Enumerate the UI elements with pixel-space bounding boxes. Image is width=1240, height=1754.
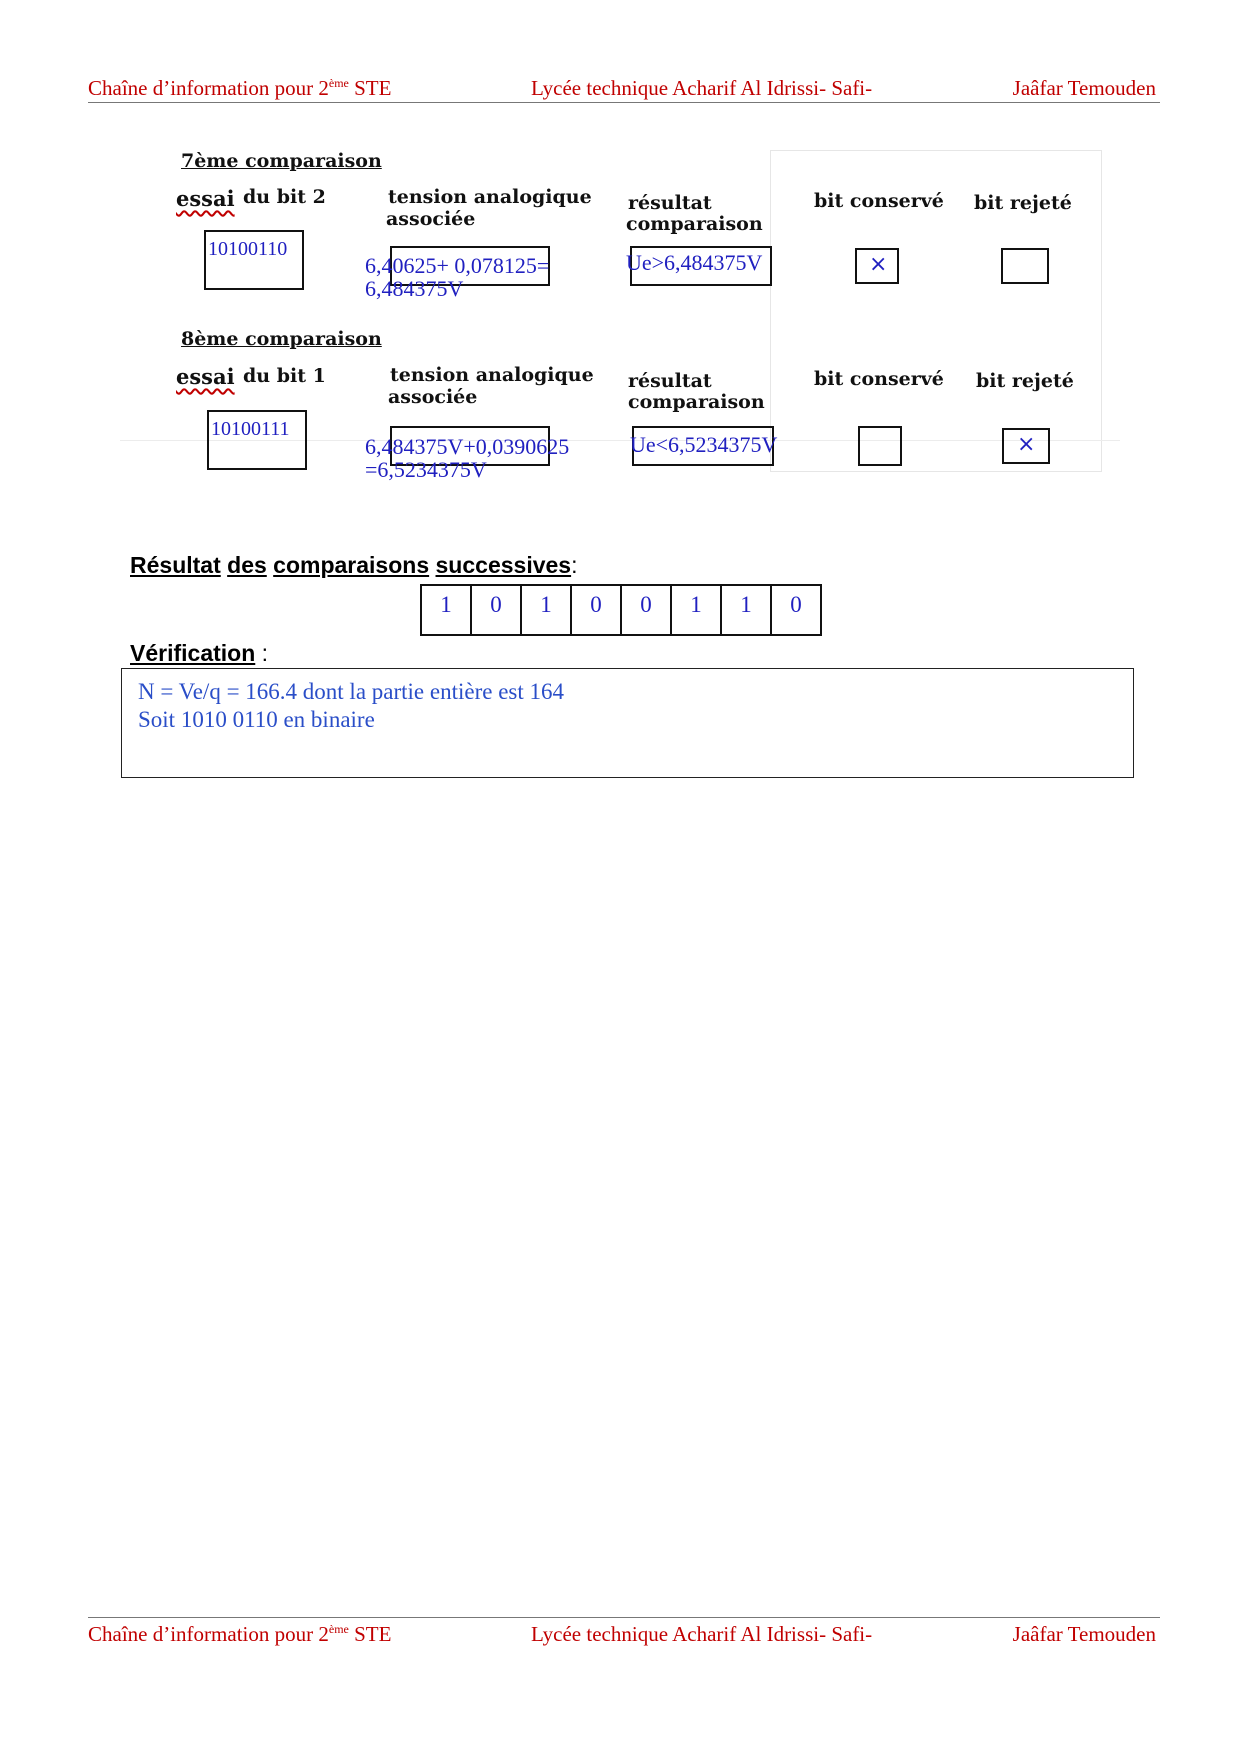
results-bit-row — [422, 584, 822, 636]
comparison8-rejete-box — [1002, 428, 1050, 464]
comparison8-tension-line1: 6,484375V+0,0390625 — [365, 434, 570, 459]
comparison8-rejete-mark: × — [1017, 432, 1036, 457]
verification-label: Vérification : — [130, 640, 269, 666]
comparison7-conserve-box — [855, 248, 899, 284]
comparison8-tension-label-1: tension analogique — [390, 364, 594, 386]
verification-box — [121, 668, 1134, 778]
comparison7-essai-box — [204, 230, 304, 290]
comparison7-rejete-label: bit rejeté — [974, 192, 1072, 214]
verification-line2: Soit 1010 0110 en binaire — [138, 707, 375, 732]
footer-author: Jaâfar Temouden — [1012, 1622, 1156, 1646]
header-author: Jaâfar Temouden — [1012, 76, 1156, 100]
comparison7-essai-label: essai — [176, 186, 235, 211]
comparison7-bit-label: du bit 2 — [243, 186, 326, 208]
comparison8-conserve-box — [858, 426, 902, 466]
results-label: Résultat des comparaisons successives: — [130, 552, 578, 578]
comparison7-tension-line2: 6,484375V — [365, 276, 464, 301]
comparison7-essai-value: 10100110 — [208, 238, 288, 260]
comparison8-tension-line2: =6,5234375V — [365, 457, 487, 482]
comparison7-tension-label-1: tension analogique — [388, 186, 592, 208]
result-bit: 0 — [620, 584, 672, 636]
footer-school: Lycée technique Acharif Al Idrissi- Safi- — [531, 1622, 873, 1646]
comparison8-essai-label: essai — [176, 364, 235, 389]
comparison7-conserve-label: bit conservé — [814, 190, 944, 212]
footer-course: Chaîne d’information pour 2ème STE — [88, 1622, 392, 1646]
verification-line1: N = Ve/q = 166.4 dont la partie entière est 164 — [138, 679, 565, 704]
result-bit: 1 — [670, 584, 722, 636]
comparison8-title: 8ème comparaison — [181, 328, 382, 350]
result-bit: 1 — [520, 584, 572, 636]
footer-rule — [88, 1617, 1160, 1618]
comparison7-resultat-label-1: résultat — [628, 192, 712, 214]
comparison7-conserve-mark: × — [869, 252, 888, 277]
comparison8-conserve-label: bit conservé — [814, 368, 944, 390]
comparison8-essai-box — [207, 410, 307, 470]
comparison7-tension-label-2: associée — [386, 208, 476, 230]
header-rule — [88, 102, 1160, 103]
comparison7-resultat-label-2: comparaison — [626, 213, 763, 235]
header-course: Chaîne d’information pour 2ème STE — [88, 76, 392, 100]
comparison7-resultat-value: Ue>6,484375V — [626, 250, 763, 275]
result-bit: 0 — [770, 584, 822, 636]
comparison8-essai-value: 10100111 — [211, 418, 290, 440]
result-bit: 0 — [470, 584, 522, 636]
result-bit: 1 — [420, 584, 472, 636]
comparison8-tension-label-2: associée — [388, 386, 478, 408]
comparison8-resultat-value: Ue<6,5234375V — [630, 432, 778, 457]
comparison7-title: 7ème comparaison — [181, 150, 382, 172]
comparison8-resultat-label-2: comparaison — [628, 391, 765, 413]
comparison8-resultat-label-1: résultat — [628, 370, 712, 392]
comparison7-tension-line1: 6,40625+ 0,078125= — [365, 253, 550, 278]
comparison8-rejete-label: bit rejeté — [976, 370, 1074, 392]
result-bit: 0 — [570, 584, 622, 636]
comparison7-rejete-box — [1001, 248, 1049, 284]
header-school: Lycée technique Acharif Al Idrissi- Safi- — [531, 76, 873, 100]
result-bit: 1 — [720, 584, 772, 636]
comparison8-bit-label: du bit 1 — [243, 365, 326, 387]
